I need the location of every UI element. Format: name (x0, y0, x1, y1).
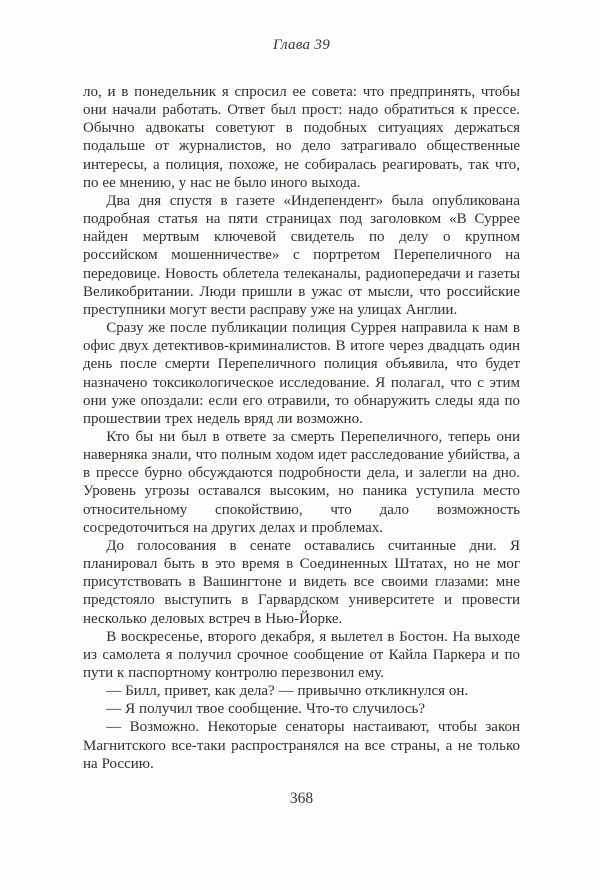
page-number: 368 (289, 790, 314, 807)
paragraph: — Возможно. Некоторые сенаторы настаивают, чтобы закон Магнитского все-таки распространялся на все страны, а не только на Россию. (83, 719, 520, 772)
paragraph: Сразу же после публикации полиция Суррея направила к нам в офис двух детективов-криминалистов. В итоге через двадцать один день после смерти Перепеличного полиция объявила, что будет назначено токсикологическое исследование. Я полагал, что с этим они уже опоздали: если его отравили, то обнаружить следы яда по прошествии трех недель вряд ли возможно. (83, 320, 520, 427)
paragraph: Кто бы ни был в ответе за смерть Перепеличного, теперь они наверняка знали, что полным ходом идет расследование убийства, а в прессе бурно обсуждаются подробности дела, и залегли на дно. Уровень угрозы оставался высоким, но паника уступила место относительному спокойствию, что дало возможность сосредоточиться на других делах и проблемах. (83, 428, 520, 536)
paragraph: До голосования в сенате оставались считанные дни. Я планировал быть в это время в Соединенных Штатах, но не мог присутствовать в Вашингтоне и видеть все своими глазами: мне предстояло выступить в Гарвардском университете и провести несколько деловых встреч в Нью-Йорке. (83, 537, 520, 627)
body-text (83, 83, 520, 773)
paragraph: Два дня спустя в газете «Индепендент» была опубликована подробная статья на пяти страницах под заголовком «В Суррее найден мертвым ключевой свидетель по делу о крупном российском мошенничестве» с портретом Перепеличного на передовице. Новость облетела телеканалы, радиопередачи и газеты Великобритании. Люди пришли в ужас от мысли, что российские преступники могут вести расправу уже на улицах Англии. (83, 192, 520, 318)
paragraph: — Билл, привет, как дела? — привычно откликнулся он. (106, 683, 469, 700)
paragraph: — Я получил твое сообщение. Что-то случилось? (106, 701, 426, 718)
paragraph: ло, и в понедельник я спросил ее совета: что предпринять, чтобы они начали работать. Ответ был прост: надо обратиться к прессе. Обычно адвокаты советуют в подобных ситуациях держаться подальше от журналистов, но дело затрагивало общественные интересы, а полиция, похоже, не собиралась реагировать, так что, по ее мнению, у нас не было иного выхода. (83, 84, 520, 191)
paragraph: В воскресенье, второго декабря, я вылетел в Бостон. На выходе из самолета я получил срочное сообщение от Кайла Паркера и по пути к паспортному контролю перезвонил ему. (83, 628, 520, 681)
chapter-running-head: Глава 39 (272, 37, 331, 53)
